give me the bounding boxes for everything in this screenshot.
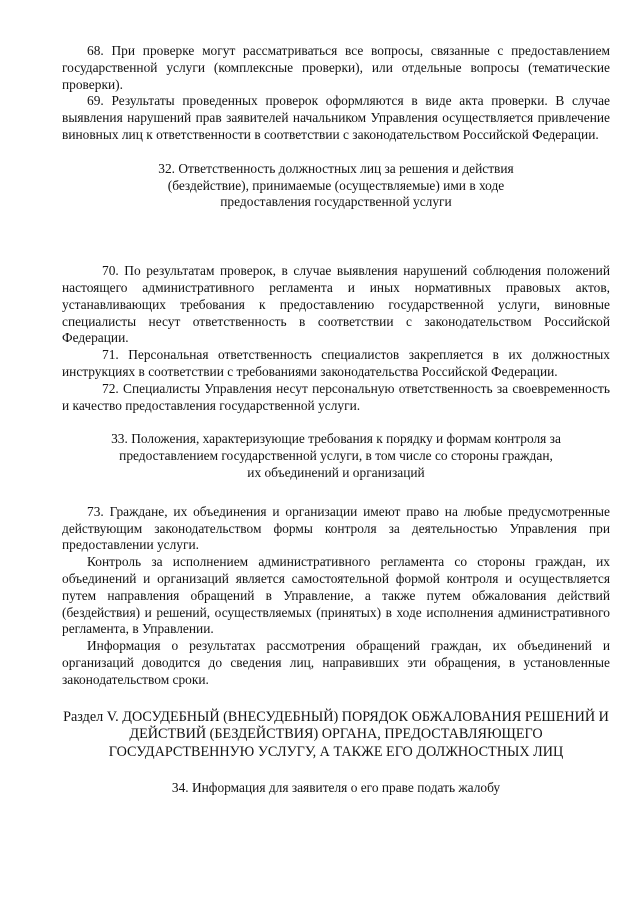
paragraph-71: 71. Персональная ответственность специалистов закрепляется в их должностных инструкциях в соответствии с требованиями законодательства Российской Федерации. <box>62 347 610 379</box>
section-5-title: Раздел V. ДОСУДЕБНЫЙ (ВНЕСУДЕБНЫЙ) ПОРЯДОК ОБЖАЛОВАНИЯ РЕШЕНИЙ И ДЕЙСТВИЙ (БЕЗДЕЙСТВИЯ) ОРГАНА, ПРЕДОСТАВЛЯЮЩЕГО ГОСУДАРСТВЕННУЮ УСЛУГУ, А ТАКЖЕ ЕГО ДОЛЖНОСТНЫХ ЛИЦ <box>63 708 609 760</box>
heading-32: 32. Ответственность должностных лиц за решения и действия (бездействие), принимаемые (осуществляемые) ими в ходе предоставления государственной услуги <box>158 160 514 210</box>
heading-33: 33. Положения, характеризующие требования к порядку и формам контроля за предоставлением государственной услуги, в том числе со стороны граждан, их объединений и организаций <box>111 431 561 480</box>
paragraph-73: 73. Граждане, их объединения и организации имеют право на любые предусмотренные действующим законодательством формы контроля за деятельностью Управления при предоставлении услуги. <box>62 503 610 553</box>
paragraph-73-information: Информация о результатах рассмотрения обращений граждан, их объединений и организаций доводится до сведения лиц, направивших эти обращения, в установленные законодательством сроки. <box>62 638 610 687</box>
paragraph-68: 68. При проверке могут рассматриваться все вопросы, связанные с предоставлением государственной услуги (комплексные проверки), или отдельные вопросы (тематические проверки). <box>62 43 610 92</box>
paragraph-69: 69. Результаты проведенных проверок оформляются в виде акта проверки. В случае выявления нарушений прав заявителей начальником Управления осуществляется привлечение виновных лиц к ответственности в соответствии с законодательством Российской Федерации. <box>62 93 610 142</box>
paragraph-70: 70. По результатам проверок, в случае выявления нарушений соблюдения положений настоящего административного регламента и иных нормативных правовых актов, устанавливающих требования к предоставлению государственной услуги, виновные специалисты несут ответственность в соответствии с законодательством Российской Федерации. <box>62 263 610 346</box>
paragraph-73-control: Контроль за исполнением административного регламента со стороны граждан, их объединений и организаций является самостоятельной формой контроля и осуществляется путем направления обращений в Управление, а также путем обжалования действий (бездействия) и решений, осуществляемых (принятых) в ходе исполнения административного регламента, в Управлении. <box>62 554 610 637</box>
document-body <box>62 43 610 797</box>
heading-34: 34. Информация для заявителя о его праве подать жалобу <box>171 780 501 795</box>
paragraph-72: 72. Специалисты Управления несут персональную ответственность за своевременность и качество предоставления государственной услуги. <box>62 380 610 413</box>
